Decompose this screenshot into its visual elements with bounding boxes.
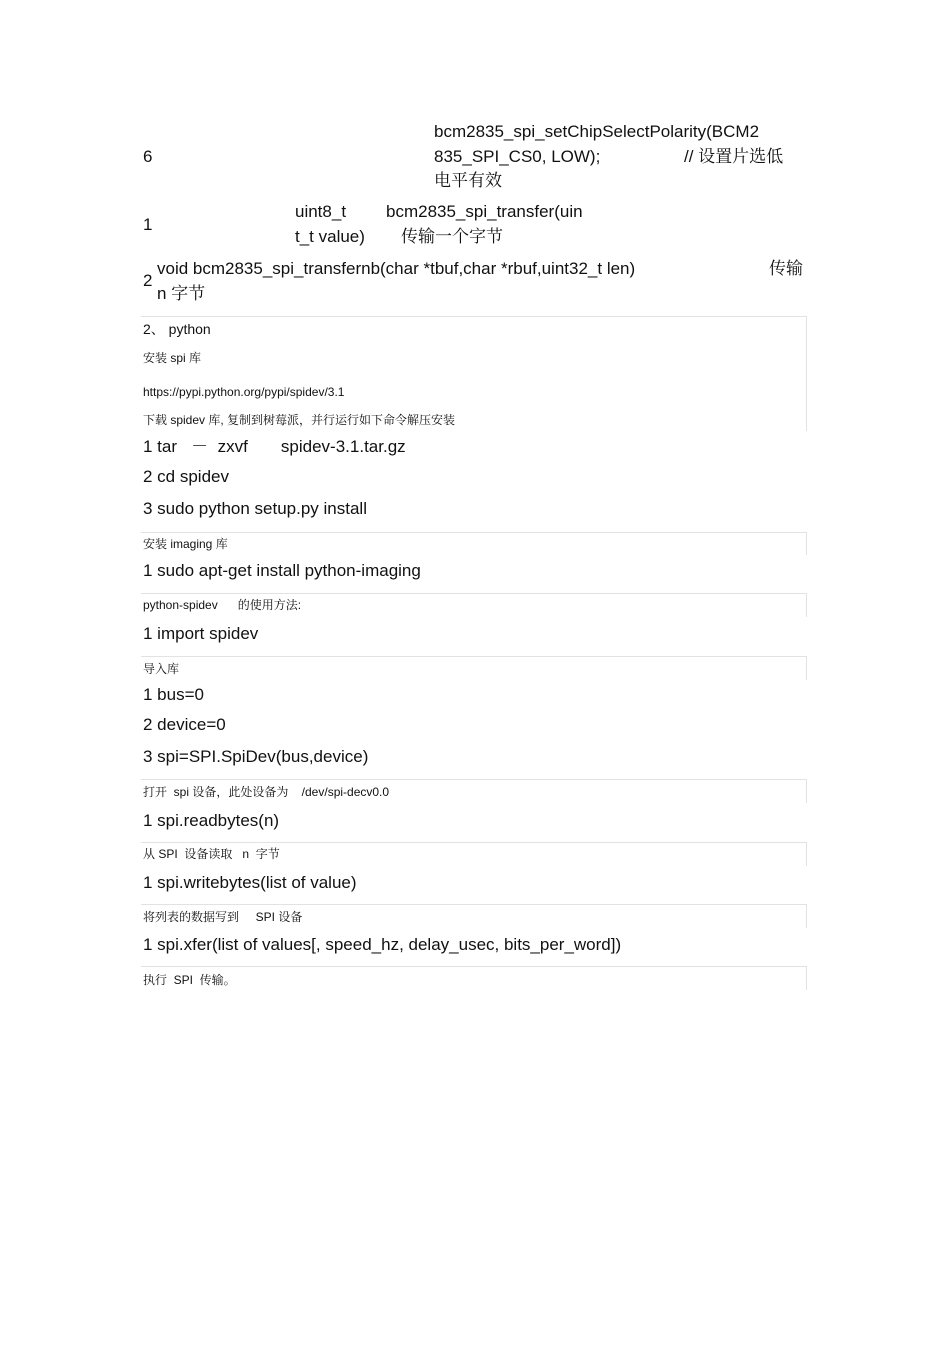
- python-heading: 2、 python: [143, 321, 211, 337]
- row6-code-line2: 835_SPI_CS0, LOW);: [434, 147, 601, 166]
- code-import: 1 import spidev: [143, 624, 259, 643]
- code-readbytes: 1 spi.readbytes(n): [143, 811, 280, 830]
- row6-comment: // 设置片选低: [684, 147, 784, 166]
- import-note: 导入库: [143, 662, 180, 676]
- code-xfer: 1 spi.xfer(list of values[, speed_hz, delay_usec, bits_per_word]): [143, 935, 622, 954]
- code-spidev: 3 spi=SPI.SpiDev(bus,device): [143, 747, 369, 766]
- cmd-tar: 1 tar － zxvf spidev-3.1.tar.gz: [143, 437, 406, 456]
- read-note: 从 SPI 设备读取 n 字节: [143, 847, 280, 861]
- code-writebytes: 1 spi.writebytes(list of value): [143, 873, 357, 892]
- python-box-4: [141, 656, 807, 680]
- row1-type-line2: t_t value): [295, 227, 365, 246]
- download-note: 下载 spidev 库, 复制到树莓派，并行运行如下命令解压安装: [143, 413, 456, 427]
- install-spi-note: 安装 spi 库: [143, 351, 202, 365]
- write-note: 将列表的数据写到 SPI 设备: [143, 910, 303, 924]
- row1-description: 传输一个字节: [401, 227, 503, 246]
- row2-description: 传输: [769, 259, 803, 278]
- code-device: 2 device=0: [143, 715, 226, 734]
- code-bus: 1 bus=0: [143, 685, 204, 704]
- row6-number: 6: [143, 147, 153, 166]
- cmd-setup-install: 3 sudo python setup.py install: [143, 499, 367, 518]
- python-box-8: [141, 966, 807, 990]
- row6-comment-line3: 电平有效: [434, 171, 502, 190]
- python-box-2: [141, 532, 807, 555]
- usage-note: python-spidev 的使用方法:: [143, 598, 302, 612]
- row1-type-line1: uint8_t: [295, 202, 347, 221]
- row6-code-line1: bcm2835_spi_setChipSelectPolarity(BCM2: [434, 122, 760, 141]
- row2-number: 2: [143, 271, 153, 290]
- row2-code-line1: void bcm2835_spi_transfernb(char *tbuf,char *rbuf,uint32_t len): [157, 259, 636, 278]
- row1-number: 1: [143, 215, 153, 234]
- spidev-url-link[interactable]: https://pypi.python.org/pypi/spidev/3.1: [143, 385, 345, 399]
- row2-code-line2: n 字节: [157, 284, 206, 303]
- cmd-cd: 2 cd spidev: [143, 467, 229, 486]
- install-imaging-note: 安装 imaging 库: [143, 537, 228, 551]
- xfer-note: 执行 SPI 传输。: [143, 973, 236, 987]
- cmd-apt-get: 1 sudo apt-get install python-imaging: [143, 561, 421, 580]
- open-device-note: 打开 spi 设备，此处设备为 /dev/spi-decv0.0: [143, 785, 390, 799]
- row1-function: bcm2835_spi_transfer(uin: [386, 202, 583, 221]
